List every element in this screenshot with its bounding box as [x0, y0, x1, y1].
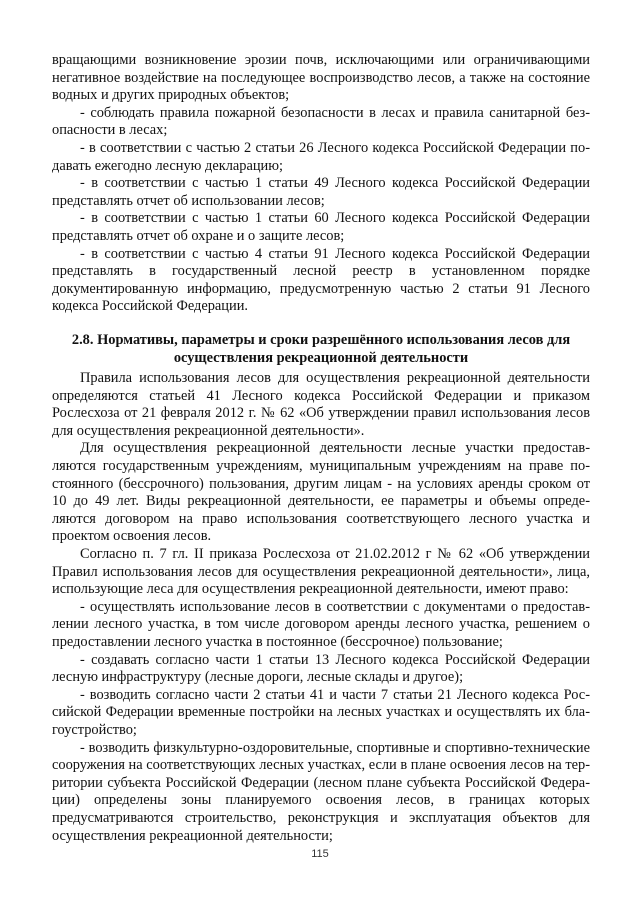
list-item: - в соответствии с частью 1 статьи 49 Лесного кодекса Российской Федерации представлять отчет об использовании лесов; [52, 175, 590, 209]
paragraph-continuation: вращающими возникновение эрозии почв, исключающими или ограничивающими негативное воздействие на последующее воспроизводство лесов, а также на состояние водных и других природных объектов; [52, 52, 590, 104]
page-number: 115 [311, 848, 329, 860]
list-item: - соблюдать правила пожарной безопасности в лесах и правила санитарной безопасности в лесах; [52, 104, 590, 139]
paragraph: Для осуществления рекреационной деятельности лесные участки предоставляются государственным учреждениям, муниципальным учреждениям на праве постоянного (бессрочного) пользования, другим лицам - на условиях аренды сроком от 10 до 49 лет. Виды рекреационной деятельности, ее параметры и объемы определяются договором на право использования соответствующего лесного участка и проектом освоения лесов. [52, 440, 590, 545]
section-heading: 2.8. Нормативы, параметры и сроки разрешённого использования лесов для осуществления рекреационной деятельности [71, 331, 571, 366]
list-item: - в соответствии с частью 4 статьи 91 Лесного кодекса Российской Федерации представлять в государственный лесной реестр в установленном порядке документированную информацию, предусмотренную частью 2 статьи 91 Лесного кодекса Российской Федерации. [52, 245, 590, 315]
list-item: - в соответствии с частью 1 статьи 60 Лесного кодекса Российской Федерации представлять отчет об охране и о защите лесов; [52, 210, 590, 244]
page-content [52, 52, 590, 845]
paragraph: Правила использования лесов для осуществления рекреационной деятельности определяются статьей 41 Лесного кодекса Российской Федерации и приказом Рослесхоза от 21 февраля 2012 г. № 62 «Об утверждении правил использования лесов для осуществления рекреационной деятельности». [52, 370, 590, 439]
list-item: - возводить согласно части 2 статьи 41 и части 7 статьи 21 Лесного кодекса Российской Федерации временные постройки на лесных участках и осуществлять их благоустройство; [52, 686, 590, 738]
list-item: - в соответствии с частью 2 статьи 26 Лесного кодекса Российской Федерации подавать ежегодно лесную декларацию; [52, 139, 590, 174]
list-item: - создавать согласно части 1 статьи 13 Лесного кодекса Российской Федерации лесную инфраструктуру (лесные дороги, лесные склады и другое); [52, 651, 590, 686]
paragraph: Согласно п. 7 гл. II приказа Рослесхоза от 21.02.2012 г № 62 «Об утверждении Правил использования лесов для осуществления рекреационной деятельности», лица, использующие леса для осуществления рекреационной деятельности, имеют право: [52, 546, 590, 598]
list-item: - осуществлять использование лесов в соответствии с документами о предоставлении лесного участка, в том числе договором аренды лесного участка, решением о предоставлении лесного участка в постоянное (бессрочное) пользование; [52, 598, 590, 650]
list-item: - возводить физкультурно-оздоровительные, спортивные и спортивно-технические сооружения на соответствующих лесных участках, если в плане освоения лесов на территории субъекта Российской Федерации (лесном плане субъекта Российской Федерации) определены зоны планируемого освоения лесов, в границах которых предусматриваются строительство, реконструкция и эксплуатация объектов для осуществления рекреационной деятельности; [52, 739, 590, 844]
